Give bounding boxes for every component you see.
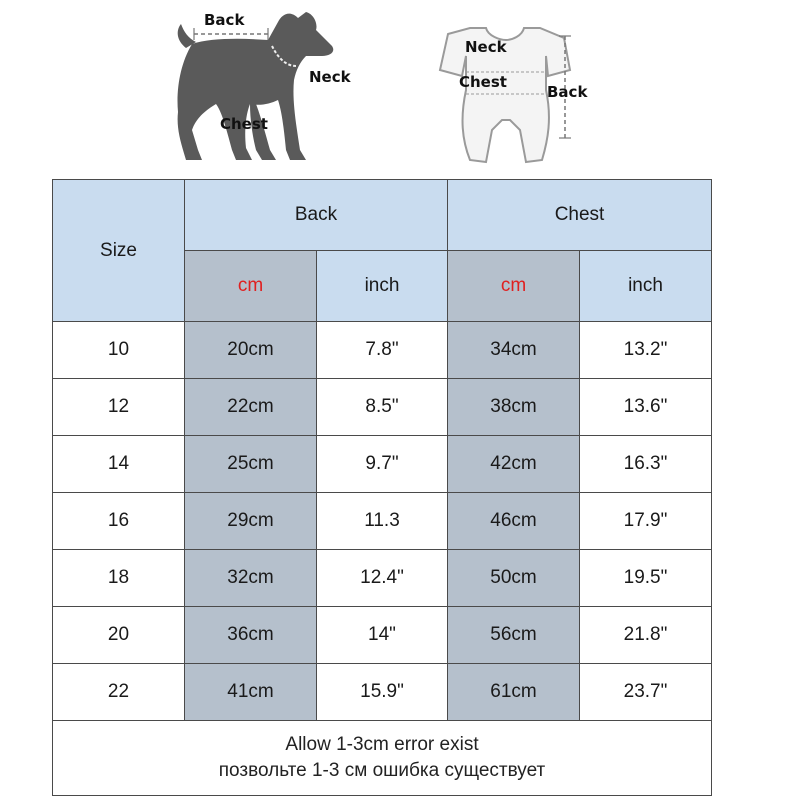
back-inch-cell: 15.9" xyxy=(317,664,448,721)
back-cm-cell: 25cm xyxy=(185,436,317,493)
table-row xyxy=(53,493,712,550)
back-cm-cell: 36cm xyxy=(185,607,317,664)
dog-neck-label: Neck xyxy=(309,68,351,86)
table-footer-row xyxy=(53,721,712,796)
measurement-illustration xyxy=(0,0,800,178)
table-header-row xyxy=(53,180,712,251)
back-inch-cell: 11.3 xyxy=(317,493,448,550)
back-cm-cell: 41cm xyxy=(185,664,317,721)
size-cell: 10 xyxy=(53,322,185,379)
chest-inch-cell: 16.3" xyxy=(580,436,712,493)
chest-cm-unit-header: cm xyxy=(448,251,580,322)
size-chart-table xyxy=(52,179,712,796)
error-note-russian: позвольте 1-3 см ошибка существует xyxy=(218,760,546,781)
chest-inch-cell: 17.9" xyxy=(580,493,712,550)
dog-back-label: Back xyxy=(204,11,245,29)
size-cell: 22 xyxy=(53,664,185,721)
error-note-cell xyxy=(53,721,712,796)
table-row xyxy=(53,322,712,379)
table-row xyxy=(53,436,712,493)
chest-inch-cell: 13.2" xyxy=(580,322,712,379)
chest-inch-cell: 21.8" xyxy=(580,607,712,664)
back-inch-cell: 14" xyxy=(317,607,448,664)
chest-cm-cell: 50cm xyxy=(448,550,580,607)
back-cm-cell: 32cm xyxy=(185,550,317,607)
back-cm-unit-header: cm xyxy=(185,251,317,322)
back-cm-cell: 22cm xyxy=(185,379,317,436)
back-inch-cell: 9.7" xyxy=(317,436,448,493)
size-cell: 20 xyxy=(53,607,185,664)
chest-inch-cell: 19.5" xyxy=(580,550,712,607)
garment-back-label: Back xyxy=(547,83,588,101)
chest-group-header: Chest xyxy=(448,180,712,251)
back-inch-unit-header: inch xyxy=(317,251,448,322)
size-cell: 12 xyxy=(53,379,185,436)
back-inch-cell: 12.4" xyxy=(317,550,448,607)
error-note-english: Allow 1-3cm error exist xyxy=(285,734,479,755)
back-cm-cell: 20cm xyxy=(185,322,317,379)
back-cm-cell: 29cm xyxy=(185,493,317,550)
back-group-header: Back xyxy=(185,180,448,251)
size-cell: 14 xyxy=(53,436,185,493)
chest-cm-cell: 42cm xyxy=(448,436,580,493)
garment-chest-label: Chest xyxy=(459,73,507,91)
size-header-cell: Size xyxy=(53,180,185,322)
back-inch-cell: 7.8" xyxy=(317,322,448,379)
dog-chest-label: Chest xyxy=(220,115,268,133)
chest-cm-cell: 56cm xyxy=(448,607,580,664)
chest-inch-unit-header: inch xyxy=(580,251,712,322)
dog-silhouette-icon xyxy=(178,12,334,160)
chest-cm-cell: 38cm xyxy=(448,379,580,436)
table-row xyxy=(53,664,712,721)
chest-inch-cell: 13.6" xyxy=(580,379,712,436)
chest-cm-cell: 46cm xyxy=(448,493,580,550)
measurement-drawings xyxy=(0,0,800,178)
table-row xyxy=(53,607,712,664)
chest-cm-cell: 61cm xyxy=(448,664,580,721)
size-cell: 16 xyxy=(53,493,185,550)
chest-cm-cell: 34cm xyxy=(448,322,580,379)
table-row xyxy=(53,550,712,607)
size-cell: 18 xyxy=(53,550,185,607)
chest-inch-cell: 23.7" xyxy=(580,664,712,721)
table-row xyxy=(53,379,712,436)
back-inch-cell: 8.5" xyxy=(317,379,448,436)
garment-neck-label: Neck xyxy=(465,38,507,56)
